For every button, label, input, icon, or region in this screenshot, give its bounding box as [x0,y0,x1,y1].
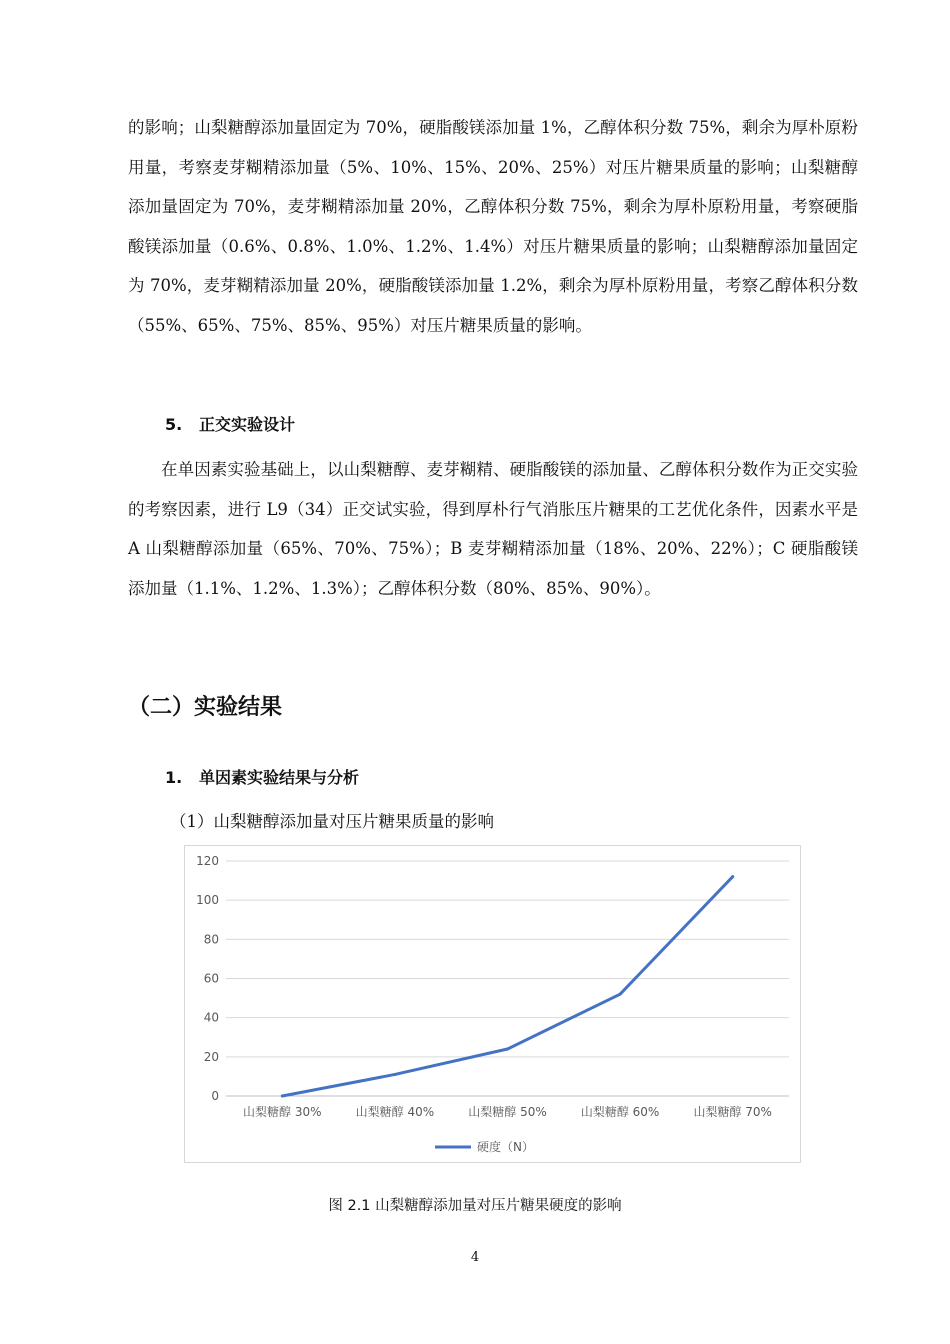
figure-caption: 图 2.1 山梨糖醇添加量对压片糖果硬度的影响 [328,1198,622,1214]
y-tick-label: 120 [196,854,219,868]
paragraph-single-factor: 的影响；山梨糖醇添加量固定为 70%，硬脂酸镁添加量 1%，乙醇体积分数 75%，剩余为厚朴原粉用量，考察麦芽糊精添加量（5%、10%、15%、20%、25%）对压片糖果质量的影响；山梨糖醇添加量固定为 70%，麦芽糊精添加量 20%，乙醇体积分数 75%，剩余为厚朴原粉用量，考察硬脂酸镁添加量（0.6%、0.8%、1.0%、1.2%、1.4%）对压片糖果质量的影响；山梨糖醇添加量固定为 70%，麦芽糊精添加量 20%，硬脂酸镁添加量 1.2%，剩余为厚朴原粉用量，考察乙醇体积分数（55%、65%、75%、85%、95%）对压片糖果质量的影响。 [128,118,858,335]
data-point [281,1095,284,1098]
y-tick-label: 100 [196,893,219,908]
x-tick-label: 山梨糖醇 40% [355,1105,435,1119]
data-point [619,993,622,996]
y-tick-label: 0 [211,1089,219,1103]
y-tick-label: 20 [203,1049,219,1064]
x-tick-label: 山梨糖醇 70% [693,1105,772,1119]
x-tick-label: 山梨糖醇 30% [243,1105,322,1119]
x-tick-label: 山梨糖醇 60% [580,1105,660,1119]
heading-number: 1. [165,768,183,787]
subheading-sorbitol-effect: （1）山梨糖醇添加量对压片糖果质量的影响 [170,812,494,831]
y-tick-label: 80 [203,932,219,947]
series-line [282,877,732,1096]
data-point [731,875,734,878]
heading-text: 单因素实验结果与分析 [199,768,360,787]
chart-canvas [185,846,802,1164]
y-tick-label: 40 [203,1010,219,1025]
section-title-results: （二）实验结果 [128,695,283,720]
heading-number: 5. [165,415,183,434]
x-tick-label: 山梨糖醇 50% [468,1105,547,1119]
legend-label: 硬度（N） [477,1140,534,1154]
hardness-line-chart [184,845,801,1163]
heading-text: 正交实验设计 [199,415,296,434]
y-tick-label: 60 [203,971,219,986]
paragraph-orthogonal: 在单因素实验基础上，以山梨糖醇、麦芽糊精、硬脂酸镁的添加量、乙醇体积分数作为正交实验的考察因素，进行 L9（34）正交试实验，得到厚朴行气消胀压片糖果的工艺优化条件，因素水平是 A 山梨糖醇添加量（65%、70%、75%）；B 麦芽糊精添加量（18%、20%、22%）；C 硬脂酸镁添加量（1.1%、1.2%、1.3%）；乙醇体积分数（80%、85%、90%）。 [128,460,858,598]
heading-orthogonal-design [165,412,295,435]
page-number: 4 [470,1250,480,1265]
data-point [393,1073,396,1076]
data-point [506,1048,509,1051]
heading-single-factor-results [165,765,359,788]
